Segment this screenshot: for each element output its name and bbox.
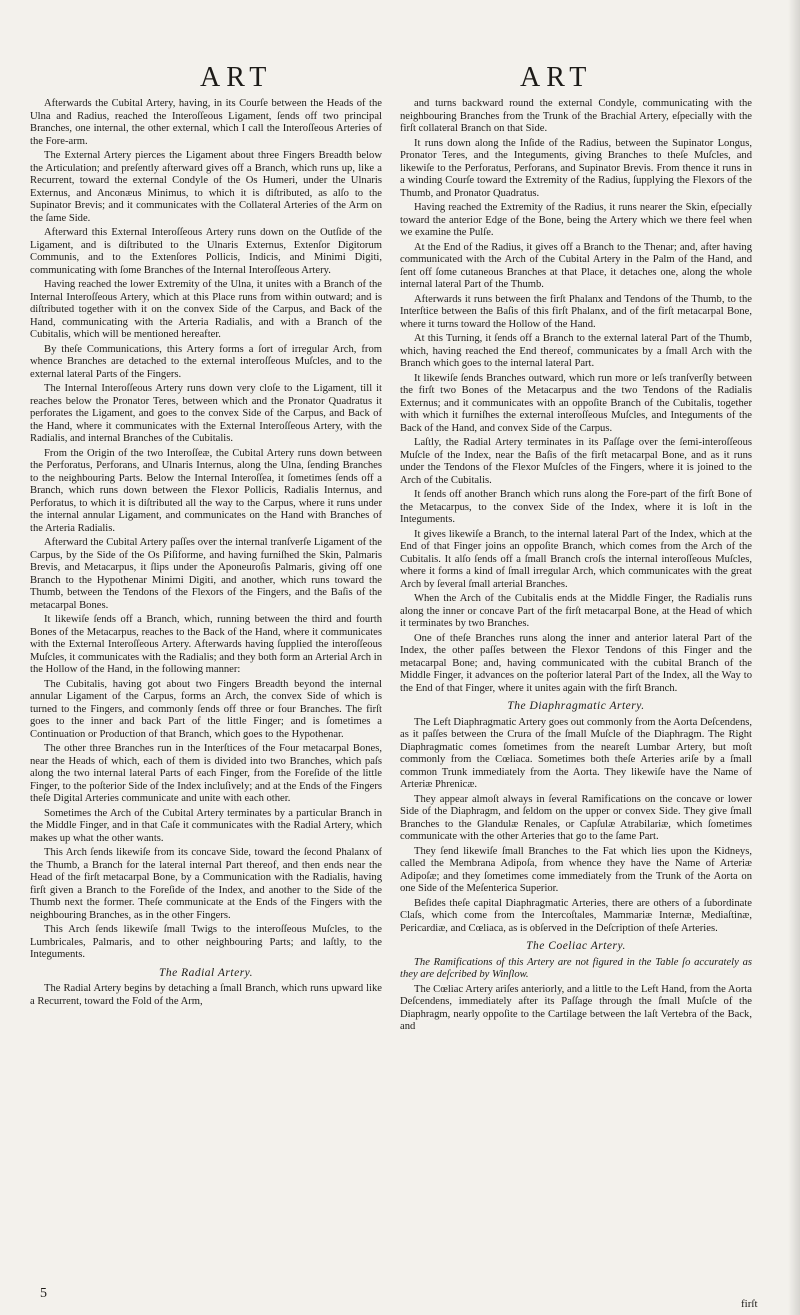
paragraph: It ſends off another Branch which runs along the Fore-part of the firſt Bone of the Metacarpus, to the convex Side of the Index, where it is loſt in the Integuments. bbox=[400, 489, 752, 525]
section-heading: The Diaphragmatic Artery. bbox=[507, 700, 645, 712]
paragraph: One of theſe Branches runs along the inner and anterior lateral Part of the Index, the other paſſes between the Flexor Tendons of this Finger and the metacarpal Bone; and, having communicated with the cubital Branch of the Middle Finger, it advances on the poſterior lateral Part of the Index, all the Way to the End of that Finger, where it unites again with the firſt Branch. bbox=[400, 632, 752, 694]
paragraph: Sometimes the Arch of the Cubital Artery terminates by a particular Branch in the Middle Finger, and in that Caſe it communicates with the Radial Artery, which makes up what the other wants. bbox=[30, 807, 382, 844]
paragraph: The Cubitalis, having got about two Fingers Breadth beyond the internal annular Ligament of the Carpus, forms an Arch, the convex Side of which is turned to the Fingers, and commonly ſends off three or four Branches. The firſt goes to the inner and back Part of the little Finger; and is ſometimes a Continuation or Production of that Branch, which goes to the Hypothenar. bbox=[30, 678, 382, 740]
paragraph: It likewiſe ſends Branches outward, which run more or leſs tranſverſly between the firſt two Bones of the Metacarpus and the two Tendons of the Radialis Externus; and it communicates with an oppoſite Branch of the Cubitalis, together with which it furniſhes the external interoſſeous Muſcles, and Integuments of the Back of the Hand, and convex Side of the Carpus. bbox=[400, 372, 752, 434]
paragraph: The Left Diaphragmatic Artery goes out commonly from the Aorta Deſcendens, as it paſſes between the Crura of the ſmall Muſcle of the Diaphragm. The Right Diaphragmatic comes ſometimes from the neareſt Lumbar Artery, but moſt commonly from the Cœliaca. Sometimes both theſe Arteries ariſe by a ſmall common Trunk immediately from the Aorta. They likewiſe have the Name of Arteriæ Phrenicæ. bbox=[400, 716, 752, 790]
section-heading: The Coeliac Artery. bbox=[526, 940, 626, 952]
paragraph: This Arch ſends likewiſe from its concave Side, toward the ſecond Phalanx of the Thumb, a Branch for the lateral internal Part thereof, and then ends near the Head of the firſt metacarpal Bone, by a Communication with the Radialis, having firſt given a Branch to the Foreſide of the Index, and another to the Side of the Thumb next the former. Theſe communicate at the Ends of the Fingers with the neighbouring Branches, as in the other Fingers. bbox=[30, 847, 382, 921]
paragraph: Afterwards the Cubital Artery, having, in its Courſe between the Heads of the Ulna and Radius, reached the Interoſſeous Ligament, ſends off two principal Branches, one internal, the other external, which I call the Interoſſeous Arteries of the Fore-arm. bbox=[30, 98, 382, 147]
paragraph: The other three Branches run in the Interſtices of the Four metacarpal Bones, near the Heads of which, each of them is divided into two Branches, which paſs along the two internal lateral Parts of each Finger, from the Foreſide of the little Finger, to the poſterior Side of the Index incluſively; and at the Ends of the Fingers theſe Digital Arteries communicate and unite with each other. bbox=[30, 743, 382, 804]
paragraph: The Internal Interoſſeous Artery runs down very cloſe to the Ligament, till it reaches below the Pronator Teres, between which and the Pronator Quadratus it perforates the Ligament, and goes to the convex Side of the Carpus, and Back of the Hand, where it communicates with the External Interoſſeous Artery, with the Radialis, and internal Branches of the Cubitalis. bbox=[30, 383, 382, 444]
paragraph: Afterward the Cubital Artery paſſes over the internal tranſverſe Ligament of the Carpus, by the Side of the Os Piſiforme, and having furniſhed the Skin, Palmaris Brevis, and Metacarpus, it ſlips under the Aponeuroſis Palmaris, giving off one Branch to the Hypothenar Minimi Digiti, and another, which runs toward the Thumb, between the Tendons of the Flexors of the Fingers, and the Baſis of the metacarpal Bones. bbox=[30, 537, 382, 611]
running-head-left: ART bbox=[200, 62, 273, 93]
left-column bbox=[30, 98, 382, 1278]
section-note: The Ramifications of this Artery are not figured in the Table ſo accurately as they are deſcribed by Winſlow. bbox=[400, 956, 752, 980]
paragraph: It gives likewiſe a Branch, to the internal lateral Part of the Index, which at the End of that Finger joins an oppoſite Branch, which comes from the Arch of the Cubitalis. It alſo ſends off a ſmall Branch croſs the internal interoſſeous Muſcles, where it forms a kind of ſmall irregular Arch, which communicates with the great Arch by ſeveral ſmall arterial Branches. bbox=[400, 528, 752, 590]
paragraph: They appear almoſt always in ſeveral Ramifications on the concave or lower Side of the Diaphragm, and ſeldom on the upper or convex Side. They give ſmall Branches to the Glandulæ Renales, or Capſulæ Atrabilariæ, which ſometimes communicate with the other Arteries that go to the ſame Part. bbox=[400, 793, 752, 842]
paragraph: At this Turning, it ſends off a Branch to the external lateral Part of the Thumb, which, having reached the End thereof, communicates by a ſmall Arch with the Branch which goes to the internal lateral Part. bbox=[400, 333, 752, 369]
paragraph: The Radial Artery begins by detaching a ſmall Branch, which runs upward like a Recurrent, toward the Fold of the Arm, bbox=[30, 983, 382, 1007]
paragraph: From the Origin of the two Interoſſeæ, the Cubital Artery runs down between the Perforatus, Perforans, and Ulnaris Internus, along the Ulna, ſending Branches to the neighbouring Parts. Below the Internal Interoſſea, it ſometimes ſends off a Branch, which runs down between the Flexor Pollicis, Radialis Internus, and Perforatus, to which it is diſtributed all the way to the Carpus, where it runs under the internal annular Ligament, and communicates on the Hand with Branches of the Arteria Radialis. bbox=[30, 447, 382, 534]
paragraph: Having reached the Extremity of the Radius, it runs nearer the Skin, eſpecially toward the anterior Edge of the Bone, being the Artery which we there feel when we examine the Pulſe. bbox=[400, 202, 752, 238]
right-column bbox=[400, 98, 752, 1278]
paragraph: When the Arch of the Cubitalis ends at the Middle Finger, the Radialis runs along the inner or concave Part of the firſt metacarpal Bone, at the Head of which it terminates by two Branches. bbox=[400, 593, 752, 629]
paragraph: Laſtly, the Radial Artery terminates in its Paſſage over the ſemi-interoſſeous Muſcle of the Index, near the Baſis of the firſt metacarpal Bone, and as it runs under the Tendons of the Flexor Muſcles of the Fingers, where it is joined to the Arch of the Cubitalis. bbox=[400, 437, 752, 486]
paragraph: By theſe Communications, this Artery forms a ſort of irregular Arch, from whence Branches are detached to the external interoſſeous Muſcles, and to the external lateral Parts of the Fingers. bbox=[30, 343, 382, 380]
paragraph: and turns backward round the external Condyle, communicating with the neighbouring Branches from the Trunk of the Brachial Artery, eſpecially with the firſt collateral Branch on that Side. bbox=[400, 98, 752, 134]
section-heading: The Radial Artery. bbox=[158, 966, 254, 979]
catchword: firſt bbox=[741, 1298, 758, 1310]
paragraph: Beſides theſe capital Diaphragmatic Arteries, there are others of a ſubordinate Claſs, which come from the Intercoſtales, Mammariæ Internæ, Mediaſtinæ, Pericardiæ, and Cœliaca, as is obſerved in the Deſcription of theſe Arteries. bbox=[400, 897, 752, 934]
paragraph: At the End of the Radius, it gives off a Branch to the Thenar; and, after having communicated with the Arch of the Cubital Artery in the Palm of the Hand, and ſent off ſome cutaneous Branches at that Place, it detaches one, along the whole internal lateral Part of the Thumb. bbox=[400, 241, 752, 290]
paragraph: The External Artery pierces the Ligament about three Fingers Breadth below the Articulation; and preſently afterward gives off a Branch, which runs up, like a Recurrent, toward the external Condyle of the Os Humeri, under the Ulnaris Externus, and Anconæus Minimus, to which it is diſtributed, as alſo to the Supinator Brevis; and it communicates with the Collateral Arteries of the Arm on the ſame Side. bbox=[30, 150, 382, 224]
running-head-right: ART bbox=[520, 62, 593, 93]
paragraph: Afterward this External Interoſſeous Artery runs down on the Outſide of the Ligament, and is diſtributed to the Ulnaris Externus, Extenſor Digitorum Communis, and to the Extenſores Pollicis, Indicis, and Minimi Digiti, communicating with ſome Branches of the Internal Interoſſeous Artery. bbox=[30, 227, 382, 276]
paragraph: This Arch ſends likewiſe ſmall Twigs to the interoſſeous Muſcles, to the Lumbricales, Palmaris, and to other neighbouring Parts; and laſtly, to the Integuments. bbox=[30, 924, 382, 960]
paragraph: It likewiſe ſends off a Branch, which, running between the third and fourth Bones of the Metacarpus, reaches to the Back of the Hand, where it communicates with the External Interoſſeous Artery. Afterwards having ſupplied the interoſſeous Muſcles, it communicates with the Radialis; and they both form an Arterial Arch in the Hollow of the Hand, in the following manner: bbox=[30, 614, 382, 675]
paragraph: They ſend likewiſe ſmall Branches to the Fat which lies upon the Kidneys, called the Membrana Adipoſa, from whence they have the Name of Arteriæ Adipoſæ; and they ſometimes come immediately from the Trunk of the Aorta on one Side of the Meſenterica Superior. bbox=[400, 845, 752, 894]
paragraph: It runs down along the Inſide of the Radius, between the Supinator Longus, Pronator Teres, and the Integuments, giving Branches to theſe Muſcles, and likewiſe to the Perforatus, Perforans, and Supinator Brevis. From thence it runs in a winding Courſe toward the Extremity of the Radius, ſupplying the Flexors of the Thumb, and Pronator Quadratus. bbox=[400, 137, 752, 199]
paragraph: Having reached the lower Extremity of the Ulna, it unites with a Branch of the Internal Interoſſeous Artery, which at this Place runs from within outward; and is diſtributed together with it on the convex Side of the Carpus, and Back of the Hand, communicating with the Arteria Radialis, and with a Branch of the Cubitalis, which will be mentioned hereafter. bbox=[30, 279, 382, 340]
page-edge-shadow bbox=[788, 0, 800, 1315]
paragraph: The Cœliac Artery ariſes anteriorly, and a little to the Left Hand, from the Aorta Deſcendens, immediately after its Paſſage through the ſmall Muſcle of the Diaphragm, nearly oppoſite to the Cartilage between the laſt Vertebra of the Back, and bbox=[400, 983, 752, 1032]
paragraph: Afterwards it runs between the firſt Phalanx and Tendons of the Thumb, to the Interſtice between the Baſis of this firſt Phalanx, and of the firſt metacarpal Bone, where it turns toward the Hollow of the Hand. bbox=[400, 293, 752, 330]
page-number: 5 bbox=[40, 1286, 47, 1301]
